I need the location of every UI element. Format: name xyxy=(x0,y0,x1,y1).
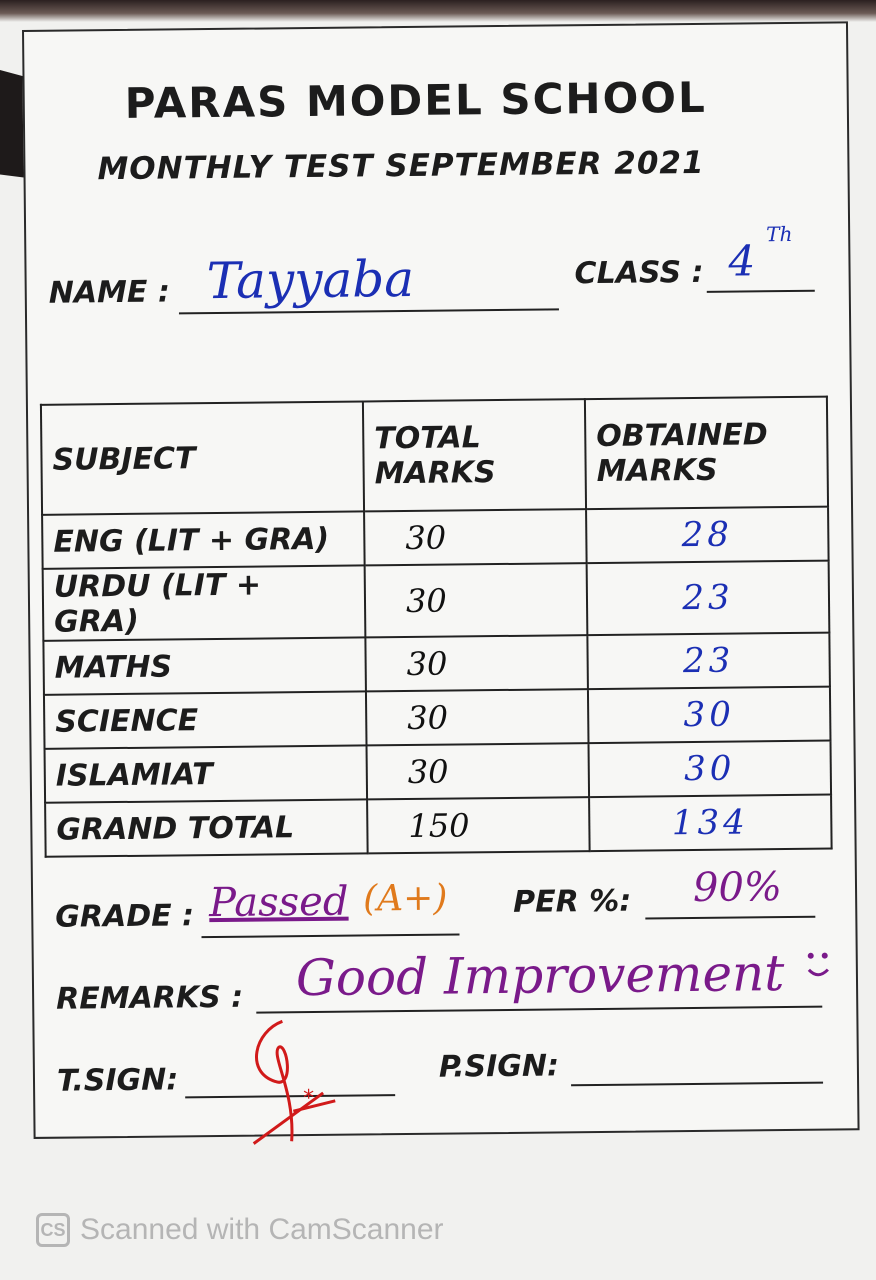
principal-sign-line xyxy=(571,1082,823,1087)
subject-cell: SCIENCE xyxy=(44,691,367,748)
obtained-cell: 134 xyxy=(589,795,832,852)
grade-mark: (A+) xyxy=(362,877,448,920)
table-row xyxy=(43,633,830,695)
obtained-cell: 28 xyxy=(586,507,829,564)
remarks-label: REMARKS : xyxy=(55,979,244,1017)
teacher-signature xyxy=(234,1001,356,1152)
camscanner-logo-icon: CS xyxy=(36,1213,70,1247)
total-cell: 30 xyxy=(366,689,589,745)
scanner-watermark xyxy=(36,1210,444,1250)
class-suffix: Th xyxy=(766,221,793,247)
smiley-icon xyxy=(804,948,834,988)
watermark-text: Scanned with CamScanner xyxy=(80,1213,444,1246)
test-title: MONTHLY TEST SEPTEMBER 2021 xyxy=(97,144,705,188)
grade-line xyxy=(201,933,459,938)
marks-table xyxy=(40,396,833,858)
subject-cell: ISLAMIAT xyxy=(45,745,368,802)
obtained-cell: 30 xyxy=(588,687,831,744)
table-row xyxy=(45,741,832,803)
remarks-value: Good Improvement xyxy=(295,944,785,1008)
table-row xyxy=(43,561,830,641)
percentage-line xyxy=(645,916,815,920)
total-cell: 30 xyxy=(365,635,588,691)
name-label: NAME : xyxy=(48,274,171,311)
class-line xyxy=(707,290,815,293)
header-obtained-marks: OBTAINED MARKS xyxy=(585,397,828,510)
total-cell: 30 xyxy=(367,743,590,799)
scan-top-edge xyxy=(0,0,876,22)
table-header-row xyxy=(41,397,828,515)
svg-text:*: * xyxy=(303,1085,315,1112)
header-total-marks: TOTAL MARKS xyxy=(363,399,586,511)
class-label: CLASS : xyxy=(574,254,704,292)
class-value: 4 xyxy=(728,236,756,286)
percentage-label: PER %: xyxy=(512,883,632,920)
principal-sign-label: P.SIGN: xyxy=(438,1048,560,1085)
student-name: Tayyaba xyxy=(206,249,415,311)
header-subject: SUBJECT xyxy=(41,401,364,514)
percentage-value: 90% xyxy=(692,864,783,912)
table-row xyxy=(44,687,831,749)
grade-label: GRADE : xyxy=(55,898,195,935)
subject-cell: GRAND TOTAL xyxy=(45,799,368,856)
table-row xyxy=(42,507,829,569)
table-row-grand-total xyxy=(45,795,832,857)
total-cell: 30 xyxy=(364,509,587,565)
obtained-cell: 23 xyxy=(587,561,830,636)
obtained-cell: 30 xyxy=(588,741,831,798)
school-title: PARAS MODEL SCHOOL xyxy=(124,72,707,128)
subject-cell: MATHS xyxy=(43,637,366,694)
result-card xyxy=(22,21,860,1139)
obtained-cell: 23 xyxy=(587,633,830,690)
subject-cell: ENG (LIT + GRA) xyxy=(42,511,365,568)
total-cell: 30 xyxy=(365,563,588,637)
grade-value: Passed xyxy=(208,878,349,927)
total-cell: 150 xyxy=(367,797,590,853)
teacher-sign-label: T.SIGN: xyxy=(56,1062,179,1099)
subject-cell: URDU (LIT + GRA) xyxy=(43,565,366,640)
